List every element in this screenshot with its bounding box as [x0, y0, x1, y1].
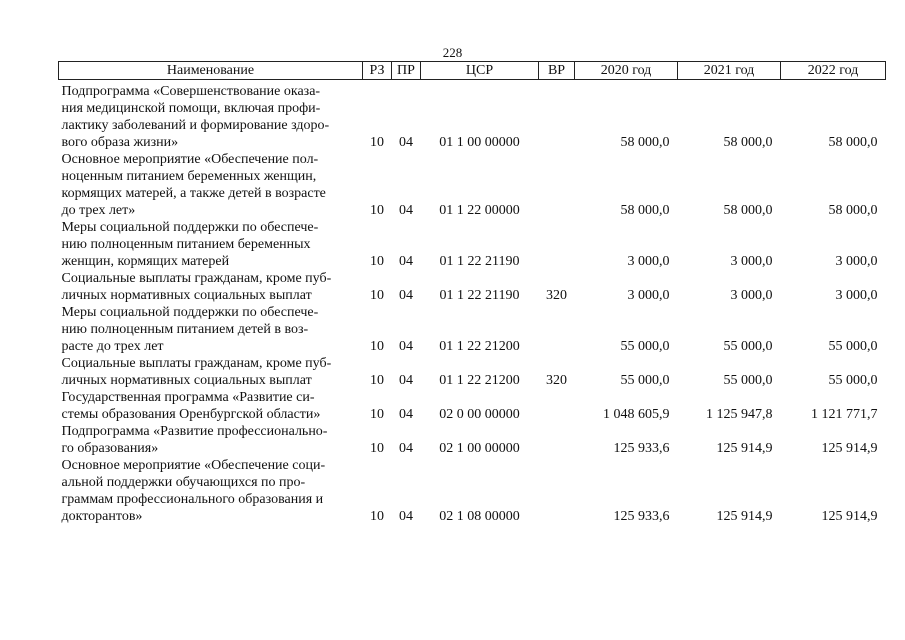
row-name-line: ноценным питанием беременных женщин,: [61, 169, 317, 184]
row-csr: 01 1 22 21200: [439, 339, 520, 354]
header-rz: РЗ: [363, 62, 392, 80]
row-name: [59, 270, 363, 304]
row-name-line: Государственная программа «Развитие си-: [61, 390, 315, 405]
row-value-2020: 55 000,0: [620, 373, 670, 388]
table-row: [59, 304, 886, 355]
row-name-line: Меры социальной поддержки по обеспече-: [61, 305, 319, 320]
row-name-line: граммам профессионального образования и: [61, 492, 324, 507]
row-value-2022: 125 914,9: [821, 509, 878, 524]
row-vr: 320: [546, 373, 567, 388]
row-value-2020: 3 000,0: [627, 288, 670, 303]
row-value-2020: 125 933,6: [613, 441, 670, 456]
row-value-2020: 3 000,0: [627, 254, 670, 269]
table-row: [59, 457, 886, 525]
header-csr: ЦСР: [421, 62, 539, 80]
table-row: [59, 270, 886, 304]
header-2020: 2020 год: [575, 62, 678, 80]
row-vr: [539, 219, 575, 270]
row-name-line: докторантов»: [61, 509, 143, 524]
row-name-line: Основное мероприятие «Обеспечение пол-: [61, 152, 319, 167]
row-pr: 04: [399, 373, 413, 388]
table-row: [59, 151, 886, 219]
row-name-line: альной поддержки обучающихся по про-: [61, 475, 306, 490]
header-vr: ВР: [539, 62, 575, 80]
row-pr: 04: [399, 509, 413, 524]
row-value-2021: 3 000,0: [730, 254, 773, 269]
row-rz: 10: [370, 203, 384, 218]
row-pr: 04: [399, 339, 413, 354]
row-value-2022: 3 000,0: [835, 254, 878, 269]
row-name-line: Основное мероприятие «Обеспечение соци-: [61, 458, 326, 473]
row-rz: 10: [370, 339, 384, 354]
row-name: [59, 355, 363, 389]
row-name-line: Подпрограмма «Развитие профессионально-: [61, 424, 328, 439]
row-value-2021: 55 000,0: [723, 373, 773, 388]
table-row: [59, 219, 886, 270]
row-value-2020: 55 000,0: [620, 339, 670, 354]
row-vr: [539, 304, 575, 355]
row-rz: 10: [370, 254, 384, 269]
row-csr: 01 1 00 00000: [439, 135, 520, 150]
row-name-line: личных нормативных социальных выплат: [61, 373, 312, 388]
row-rz: 10: [370, 135, 384, 150]
page-number: 228: [442, 45, 463, 60]
row-name-line: вого образа жизни»: [61, 135, 179, 150]
row-name-line: Социальные выплаты гражданам, кроме пуб-: [61, 271, 332, 286]
row-name-line: Социальные выплаты гражданам, кроме пуб-: [61, 356, 332, 371]
row-name-line: до трех лет»: [61, 203, 136, 218]
table-row: [59, 389, 886, 423]
row-name: [59, 80, 363, 152]
header-2022: 2022 год: [781, 62, 886, 80]
row-pr: 04: [399, 288, 413, 303]
row-csr: 01 1 22 00000: [439, 203, 520, 218]
row-value-2021: 125 914,9: [716, 509, 773, 524]
header-pr: ПР: [392, 62, 421, 80]
row-csr: 01 1 22 21190: [439, 254, 520, 269]
budget-table: [58, 61, 886, 525]
table-body: [59, 80, 886, 526]
row-name-line: лактику заболеваний и формирование здоро-: [61, 118, 330, 133]
row-vr: 320: [546, 288, 567, 303]
row-pr: 04: [399, 254, 413, 269]
row-value-2022: 55 000,0: [828, 339, 878, 354]
table-header-row: [59, 62, 886, 80]
row-vr: [539, 80, 575, 152]
row-value-2022: 3 000,0: [835, 288, 878, 303]
row-vr: [539, 151, 575, 219]
row-value-2021: 58 000,0: [723, 203, 773, 218]
row-vr: [539, 423, 575, 457]
row-name-line: женщин, кормящих матерей: [61, 254, 230, 269]
row-rz: 10: [370, 407, 384, 422]
table-row: [59, 355, 886, 389]
row-csr: 02 0 00 00000: [439, 407, 520, 422]
row-value-2022: 1 121 771,7: [811, 407, 878, 422]
row-value-2021: 125 914,9: [716, 441, 773, 456]
row-name-line: нию полноценным питанием беременных: [61, 237, 311, 252]
row-value-2021: 3 000,0: [730, 288, 773, 303]
row-name-line: стемы образования Оренбургской области»: [61, 407, 321, 422]
row-rz: 10: [370, 509, 384, 524]
row-name-line: нию полноценным питанием детей в воз-: [61, 322, 309, 337]
row-name: [59, 151, 363, 219]
row-name-line: Меры социальной поддержки по обеспече-: [61, 220, 319, 235]
row-pr: 04: [399, 441, 413, 456]
row-rz: 10: [370, 441, 384, 456]
row-name: [59, 457, 363, 525]
row-pr: 04: [399, 135, 413, 150]
row-name: [59, 423, 363, 457]
row-name-line: го образования»: [61, 441, 159, 456]
row-pr: 04: [399, 203, 413, 218]
row-rz: 10: [370, 373, 384, 388]
row-value-2020: 58 000,0: [620, 135, 670, 150]
row-csr: 02 1 00 00000: [439, 441, 520, 456]
row-vr: [539, 389, 575, 423]
row-name: [59, 219, 363, 270]
row-value-2022: 58 000,0: [828, 203, 878, 218]
header-name: Наименование: [59, 62, 363, 80]
row-value-2021: 55 000,0: [723, 339, 773, 354]
table-row: [59, 80, 886, 152]
row-name: [59, 389, 363, 423]
row-pr: 04: [399, 407, 413, 422]
row-value-2020: 1 048 605,9: [603, 407, 670, 422]
row-csr: 02 1 08 00000: [439, 509, 520, 524]
row-name-line: Подпрограмма «Совершенствование оказа-: [61, 84, 321, 99]
row-name-line: ния медицинской помощи, включая профи-: [61, 101, 321, 116]
row-value-2021: 1 125 947,8: [706, 407, 773, 422]
row-vr: [539, 457, 575, 525]
row-name-line: личных нормативных социальных выплат: [61, 288, 312, 303]
row-csr: 01 1 22 21190: [439, 288, 520, 303]
header-2021: 2021 год: [678, 62, 781, 80]
row-value-2022: 55 000,0: [828, 373, 878, 388]
row-value-2021: 58 000,0: [723, 135, 773, 150]
row-name-line: расте до трех лет: [61, 339, 164, 354]
row-csr: 01 1 22 21200: [439, 373, 520, 388]
row-value-2022: 125 914,9: [821, 441, 878, 456]
row-name-line: кормящих матерей, а также детей в возрасте: [61, 186, 326, 201]
row-name: [59, 304, 363, 355]
row-value-2020: 125 933,6: [613, 509, 670, 524]
row-rz: 10: [370, 288, 384, 303]
row-value-2020: 58 000,0: [620, 203, 670, 218]
table-row: [59, 423, 886, 457]
row-value-2022: 58 000,0: [828, 135, 878, 150]
